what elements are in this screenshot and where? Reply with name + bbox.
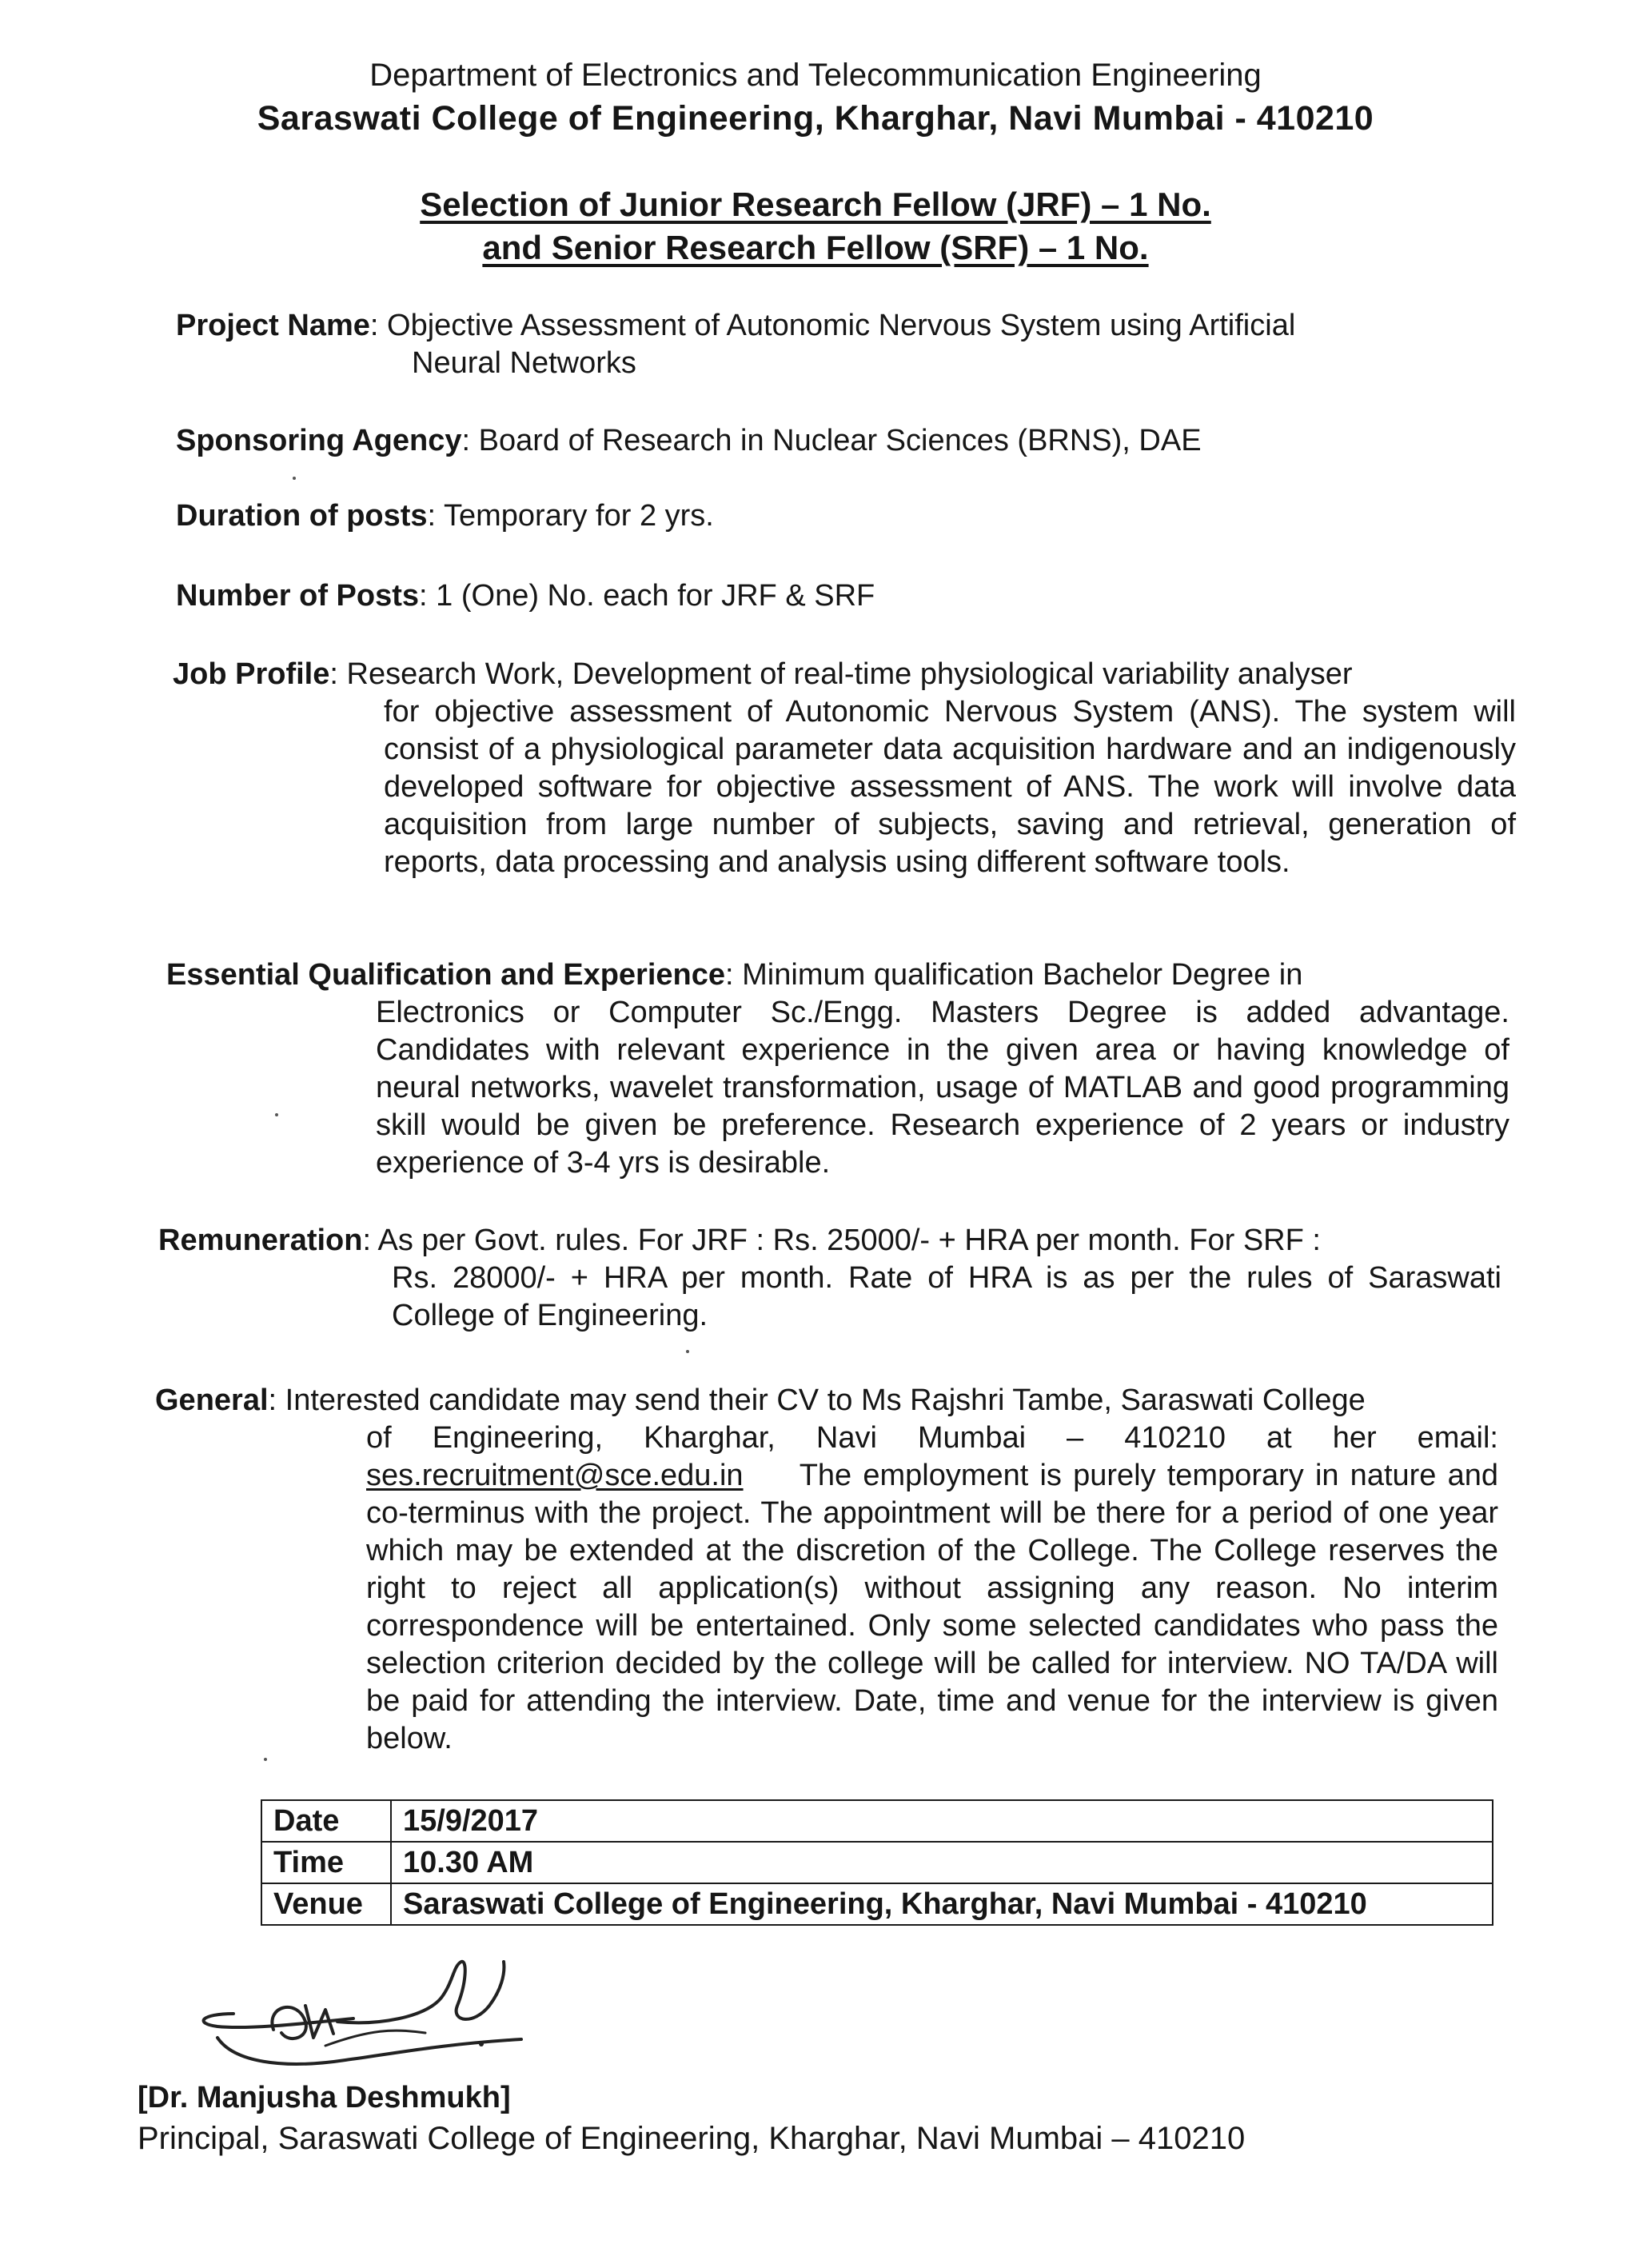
job-profile-field: Job Profile: Research Work, Development of real-time physiological variability analyser for objective assessment of Autonomic Nervous System (ANS). The system will consist of a physiological parameter data acquisition hardware and an indigenously developed software for objective assessment of ANS. The work will involve data acquisition from large number of subjects, saving and retrieval, generation of reports, data processing and analysis using different software tools. bbox=[173, 656, 1516, 881]
schedule-value: 15/9/2017 bbox=[391, 1800, 1493, 1842]
schedule-key: Date bbox=[261, 1800, 391, 1842]
general-first-line: Interested candidate may send their CV to Ms Rajshri Tambe, Saraswati College bbox=[285, 1384, 1366, 1417]
sponsoring-agency-value: Board of Research in Nuclear Sciences (BRNS), DAE bbox=[478, 424, 1202, 457]
qualification-text: Electronics or Computer Sc./Engg. Masters Degree is added advantage. Candidates with relevant experience in the given area or having knowledge of neural networks, wavelet transformation, usage of MATLAB and good programming skill would be given be preference. Research experience of 2 years or industry experience of 3-4 yrs is desirable. bbox=[376, 996, 1509, 1180]
general-label: General bbox=[155, 1384, 269, 1417]
schedule-value: 10.30 AM bbox=[391, 1842, 1493, 1883]
remuneration-label: Remuneration bbox=[158, 1224, 363, 1257]
schedule-key: Venue bbox=[261, 1883, 391, 1925]
scan-speck bbox=[275, 1113, 278, 1116]
remuneration-first-line: As per Govt. rules. For JRF : Rs. 25000/- + HRA per month. For SRF : bbox=[377, 1224, 1321, 1257]
qualification-label: Essential Qualification and Experience bbox=[166, 958, 726, 992]
qualification-field: Essential Qualification and Experience: Minimum qualification Bachelor Degree in Electronics or Computer Sc./Engg. Masters Degree is added advantage. Candidates with relevant experience in the given area or having knowledge of neural networks, wavelet transformation, usage of MATLAB and good programming skill would be given be preference. Research experience of 2 years or industry experience of 3-4 yrs is desirable. bbox=[166, 956, 1509, 1182]
interview-schedule-table bbox=[261, 1799, 1493, 1926]
remuneration-text: Rs. 28000/- + HRA per month. Rate of HRA is as per the rules of Saraswati College of Engineering. bbox=[392, 1261, 1501, 1332]
schedule-value: Saraswati College of Engineering, Kharghar, Navi Mumbai - 410210 bbox=[391, 1883, 1493, 1925]
table-row bbox=[261, 1800, 1493, 1842]
general-text bbox=[155, 1419, 1498, 1758]
signature-image bbox=[185, 1950, 585, 2086]
table-row bbox=[261, 1842, 1493, 1883]
signatory-name: [Dr. Manjusha Deshmukh] bbox=[138, 2081, 511, 2114]
number-of-posts-label: Number of Posts bbox=[176, 579, 420, 613]
job-profile-text: for objective assessment of Autonomic Nervous System (ANS). The system will consist of a physiological parameter data acquisition hardware and an indigenously developed software for objective assessment of ANS. The work will involve data acquisition from large number of subjects, saving and retrieval, generation of reports, data processing and analysis using different software tools. bbox=[384, 695, 1516, 879]
signatory-designation: Principal, Saraswati College of Engineering, Kharghar, Navi Mumbai – 410210 bbox=[138, 2121, 1246, 2156]
schedule-key: Time bbox=[261, 1842, 391, 1883]
sponsoring-agency-field: Sponsoring Agency: Board of Research in Nuclear Sciences (BRNS), DAE bbox=[176, 424, 1202, 457]
job-profile-label: Job Profile bbox=[173, 657, 330, 691]
notice-title-line-2: and Senior Research Fellow (SRF) – 1 No. bbox=[482, 229, 1149, 266]
job-profile-first-line: Research Work, Development of real-time physiological variability analyser bbox=[346, 657, 1353, 691]
number-of-posts-field: Number of Posts: 1 (One) No. each for JRF & SRF bbox=[176, 579, 875, 613]
sponsoring-agency-label: Sponsoring Agency bbox=[176, 424, 462, 457]
project-name-line-2: Neural Networks bbox=[412, 346, 636, 380]
scan-speck bbox=[293, 477, 296, 480]
duration-value: Temporary for 2 yrs. bbox=[443, 499, 714, 533]
general-rest: The employment is purely temporary in nature and co-terminus with the project. The appointment will be there for a period of one year which may be extended at the discretion of the College. The College reserves the right to reject all application(s) without assigning any reason. No interim correspondence will be entertained. Only some selected candidates who pass the selection criterion decided by the college will be called for interview. NO TA/DA will be paid for attending the interview. Date, time and venue for the interview is given below. bbox=[366, 1459, 1498, 1755]
duration-field: Duration of posts: Temporary for 2 yrs. bbox=[176, 499, 714, 533]
scan-speck bbox=[264, 1758, 267, 1761]
qualification-first-line: Minimum qualification Bachelor Degree in bbox=[742, 958, 1303, 992]
colon: : bbox=[369, 309, 388, 342]
general-second-line: of Engineering, Kharghar, Navi Mumbai – 410210 at her email: bbox=[366, 1421, 1498, 1455]
number-of-posts-value: 1 (One) No. each for JRF & SRF bbox=[436, 579, 875, 613]
general-field: General: Interested candidate may send their CV to Ms Rajshri Tambe, Saraswati College of Engineering, Kharghar, Navi Mumbai – 410210 at her email: ses.recruitment@sce.edu.in The employment is purely temporary in nature and co-terminus with the project. The appointment will be there for a period of one year which may be extended at the discretion of the College. The College reserves the right to reject all application(s) without assigning any reason. No interim correspondence will be entertained. Only some selected candidates who pass the selection criterion decided by the college will be called for interview. NO TA/DA will be paid for attending the interview. Date, time and venue for the interview is given below. bbox=[155, 1382, 1498, 1758]
department-heading: Department of Electronics and Telecommunication Engineering bbox=[369, 58, 1262, 93]
college-heading: Saraswati College of Engineering, Kharghar, Navi Mumbai - 410210 bbox=[257, 99, 1374, 138]
table-row bbox=[261, 1883, 1493, 1925]
project-name-label: Project Name bbox=[176, 309, 370, 342]
notice-title-line-1: Selection of Junior Research Fellow (JRF) – 1 No. bbox=[420, 186, 1211, 223]
remuneration-field: Remuneration: As per Govt. rules. For JRF : Rs. 25000/- + HRA per month. For SRF : Rs. 28000/- + HRA per month. Rate of HRA is as per the rules of Saraswati College of Engineering. bbox=[158, 1222, 1501, 1335]
scan-speck bbox=[686, 1350, 689, 1353]
project-name-field bbox=[176, 307, 1423, 382]
duration-label: Duration of posts bbox=[176, 499, 428, 533]
project-name-line-1: Objective Assessment of Autonomic Nervous System using Artificial bbox=[387, 309, 1296, 342]
email-link[interactable]: ses.recruitment@sce.edu.in bbox=[366, 1459, 744, 1492]
